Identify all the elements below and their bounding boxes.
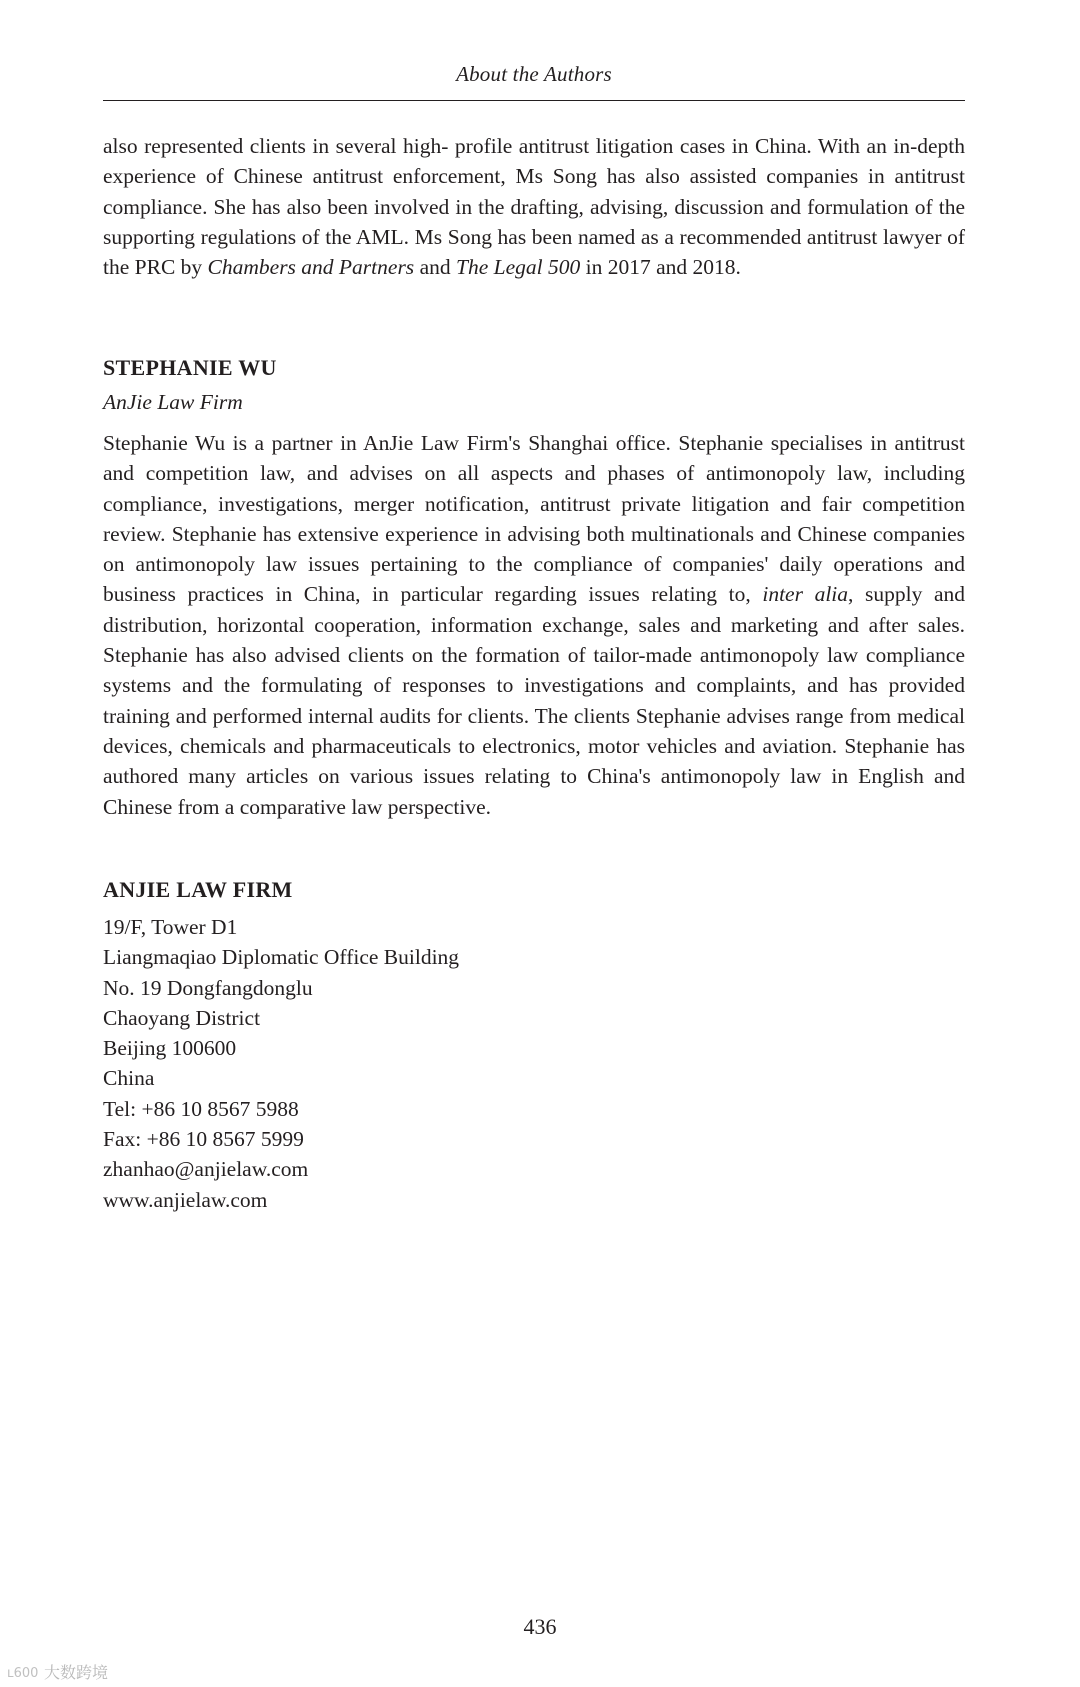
- address-line: Chaoyang District: [103, 1005, 261, 1030]
- address-line: 19/F, Tower D1: [103, 915, 238, 939]
- firm-address-block: [103, 912, 459, 1215]
- address-line: Liangmaqiao Diplomatic Office Building: [103, 945, 460, 970]
- intro-italic-chambers: Chambers and Partners: [207, 255, 415, 280]
- running-header: About the Authors: [456, 62, 612, 86]
- watermark-text: 大数跨境: [44, 1663, 109, 1682]
- firm-website: www.anjielaw.com: [103, 1187, 268, 1212]
- address-line: China: [103, 1066, 155, 1091]
- bio-text-part2: , supply and distribution, horizontal cooperation, information exchange, sales and marketing and after sales. Stephanie has also advised clients on the formation of tailor-made antimonopoly law compliance systems and the formulating of responses to investigations and complaints, and has provided training and performed internal audits for clients. The clients Stephanie advises range from medical devices, chemicals and pharmaceuticals to electronics, motor vehicles and aviation. Stephanie has authored many articles on various issues relating to China's antimonopoly law in English and Chinese from a comparative law perspective.: [103, 582, 965, 819]
- firm-email: zhanhao@anjielaw.com: [103, 1157, 309, 1182]
- firm-heading: ANJIE LAW FIRM: [103, 877, 293, 902]
- intro-text: also represented clients in several high- profile antitrust litigation cases in China. With an in-depth experience of Chinese antitrust enforcement, Ms Song has also assisted companies in antitrust compliance. She has also been involved in the drafting, advising, discussion and formulation of the supporting regulations of the AML. Ms Song has been named as a recommended antitrust lawyer of the PRC by: [103, 134, 965, 280]
- watermark-logo-icon: [6, 1663, 40, 1681]
- watermark: [6, 1660, 108, 1683]
- firm-telephone: Tel: +86 10 8567 5988: [103, 1096, 299, 1121]
- address-line: Beijing 100600: [103, 1036, 237, 1061]
- author-bio: [103, 428, 965, 822]
- bio-text-part1: Stephanie Wu is a partner in AnJie Law Firm's Shanghai office. Stephanie specialises in antitrust and competition law, and advises on all aspects and phases of antimonopoly law, including compliance, investigations, merger notification, antitrust private litigation and fair competition review. Stephanie has extensive experience in advising both multinationals and Chinese companies on antimonopoly law issues pertaining to the compliance of companies' daily operations and business practices in China, in particular regarding issues relating to,: [103, 431, 965, 607]
- intro-joiner: and: [414, 255, 456, 280]
- header-rule: [103, 100, 965, 101]
- watermark-logo-text: ʟ600: [7, 1665, 39, 1681]
- address-line: No. 19 Dongfangdonglu: [103, 975, 313, 1000]
- page-number: 436: [523, 1614, 557, 1639]
- intro-text-end: in 2017 and 2018.: [580, 255, 741, 280]
- author-name-heading: STEPHANIE WU: [103, 355, 277, 380]
- intro-italic-legal500: The Legal 500: [455, 255, 581, 280]
- intro-paragraph: [103, 131, 965, 282]
- bio-italic: inter alia: [762, 582, 849, 607]
- firm-fax: Fax: +86 10 8567 5999: [103, 1127, 304, 1152]
- author-firm: AnJie Law Firm: [103, 390, 243, 414]
